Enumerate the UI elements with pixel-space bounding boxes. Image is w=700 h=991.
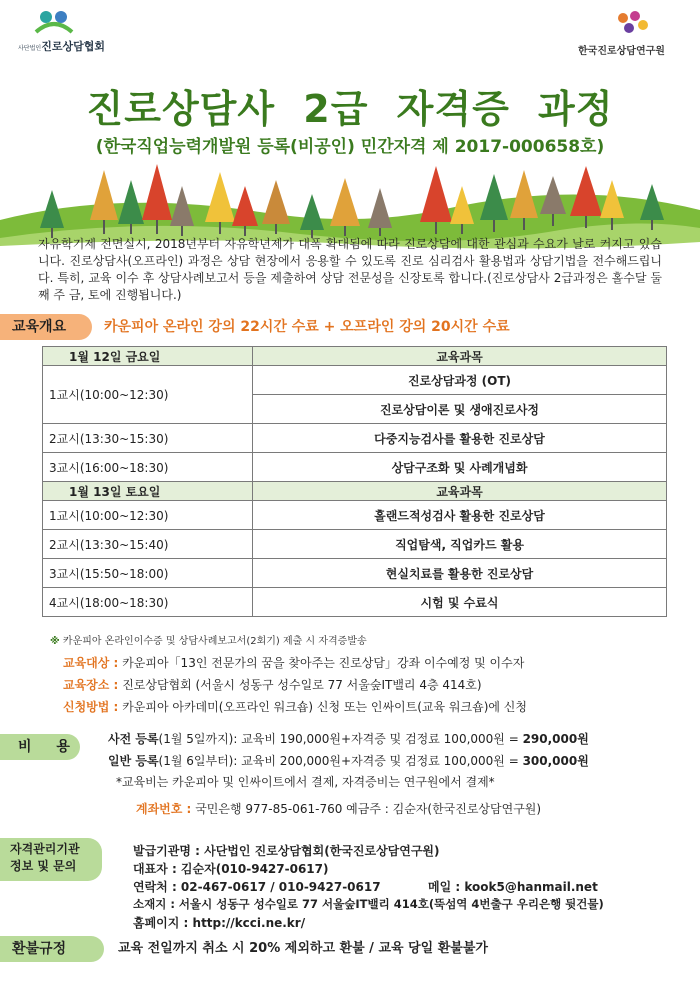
note-text: 카운피아 온라인이수증 및 상담사례보고서(2회기) 제출 시 자격증발송 — [62, 636, 367, 647]
institute-logo-icon — [613, 8, 653, 38]
table-header-row — [43, 482, 667, 501]
table-row — [43, 530, 667, 559]
education-headline: 카운피아 온라인 강의 22시간 수료 + 오프라인 강의 20시간 수료 — [104, 319, 510, 335]
table-header-row — [43, 347, 667, 366]
day2-header: 1월 13일 토요일 — [43, 482, 253, 501]
session-subject: 홀랜드적성검사 활용한 진로상담 — [253, 501, 667, 530]
apply-label: 신청방법 : — [63, 700, 119, 714]
contact-text: 연락처 : 02-467-0617 / 010-9427-0617 — [133, 880, 381, 894]
homepage-link[interactable]: 홈페이지 : http://kcci.ne.kr/ — [133, 916, 306, 930]
note-mark: ※ — [50, 636, 60, 647]
session-time: 2교시(13:30~15:30) — [43, 424, 253, 453]
page-title: 진로상담사 2급 자격증 과정 — [86, 87, 614, 131]
place-row — [63, 676, 482, 693]
ceo-text: 대표자 : 김순자(010-9427-0617) — [133, 862, 329, 876]
session-subject: 현실치료를 활용한 진로상담 — [253, 559, 667, 588]
target-label: 교육대상 : — [63, 656, 119, 670]
session-time: 3교시(16:00~18:30) — [43, 453, 253, 482]
management-tag-line2: 정보 및 문의 — [10, 859, 77, 873]
session-time: 3교시(15:50~18:00) — [43, 559, 253, 588]
fee-early-detail: (1월 5일까지): 교육비 190,000원+자격증 및 검정료 100,000원 = — [158, 732, 523, 746]
fee-early-total: 290,000원 — [522, 732, 589, 746]
refund-text: 교육 전일까지 취소 시 20% 제외하고 환불 / 교육 당일 환불불가 — [118, 941, 488, 956]
logo-right-text: 한국진로상담연구원 — [578, 46, 665, 57]
session-subject: 직업탐색, 직업카드 활용 — [253, 530, 667, 559]
logo-left-prefix: 사단법인 — [18, 45, 42, 52]
session-time: 1교시(10:00~12:30) — [43, 501, 253, 530]
logo-right — [578, 8, 688, 60]
email-text: 메일 : kook5@hanmail.net — [428, 880, 598, 894]
day1-header: 1월 12일 금요일 — [43, 347, 253, 366]
management-tag-line1: 자격관리기관 — [10, 842, 80, 856]
fee-regular-row — [108, 752, 589, 769]
fee-regular-label: 일반 등록 — [108, 754, 159, 768]
page-subtitle: (한국직업능력개발원 등록(비공인) 민간자격 제 2017-000658호) — [95, 137, 605, 157]
session-subject: 진로상담과정 (OT) — [253, 366, 667, 395]
schedule-table — [42, 346, 667, 617]
target-text: 카운피아「13인 전문가의 꿈을 찾아주는 진로상담」강좌 이수예정 및 이수자 — [122, 656, 525, 670]
refund-tag: 환불규정 — [0, 936, 104, 962]
address-text: 소재지 : 서울시 성동구 성수일로 77 서울숲IT밸리 414호(뚝섬역 4번출구 우리은행 뒷건물) — [133, 897, 604, 911]
account-row — [136, 800, 541, 817]
session-subject: 진로상담이론 및 생애진로사정 — [253, 395, 667, 424]
table-row — [43, 559, 667, 588]
table-row — [43, 453, 667, 482]
target-row — [63, 654, 524, 671]
education-tag: 교육개요 — [0, 314, 92, 340]
subject-header: 교육과목 — [253, 482, 667, 501]
subject-header: 교육과목 — [253, 347, 667, 366]
fee-early-label: 사전 등록 — [108, 732, 159, 746]
fee-regular-total: 300,000원 — [522, 754, 589, 768]
intro-paragraph: 자유학기제 전면실시, 2018년부터 자유학년제가 대폭 확대됨에 따라 진로상담에 대한 관심과 수요가 날로 커지고 있습니다. 진로상담사(오프라인) 과정은 상담 현장에서 응용할 수 있도록 진로 심리검사 활용법과 상담기법을 전수해드립니다. 특히, 교육 이수 후 상담사례보고서 등을 제출하여 상담 전문성을 신장토록 합니다.(진로상담사 2급과정은 홀수달 둘째 주 금, 토에 진행됩니다.) — [38, 237, 662, 302]
session-subject: 시험 및 수료식 — [253, 588, 667, 617]
fee-early-row — [108, 730, 589, 747]
apply-row — [63, 698, 527, 715]
account-text: 국민은행 977-85-061-760 예금주 : 김순자(한국진로상담연구원) — [195, 802, 542, 816]
session-time: 1교시(10:00~12:30) — [43, 366, 253, 424]
place-label: 교육장소 : — [63, 678, 119, 692]
logo-left-label — [18, 38, 105, 54]
fee-tag: 비 용 — [0, 734, 80, 760]
table-row — [43, 501, 667, 530]
session-subject: 상담구조화 및 사례개념화 — [253, 453, 667, 482]
session-time: 2교시(13:30~15:40) — [43, 530, 253, 559]
issuer-text: 발급기관명 : 사단법인 진로상담협회(한국진로상담연구원) — [133, 844, 440, 858]
table-row — [43, 366, 667, 395]
logo-left-text: 진로상담협회 — [41, 40, 105, 53]
apply-text: 카운피아 아카데미(오프라인 워크숍) 신청 또는 인싸이트(교육 워크숍)에 신청 — [122, 700, 527, 714]
fee-note: *교육비는 카운피아 및 인싸이트에서 결제, 자격증비는 연구원에서 결제* — [116, 775, 495, 789]
logo-left — [18, 8, 108, 58]
session-time: 4교시(18:00~18:30) — [43, 588, 253, 617]
header-banner — [0, 0, 700, 260]
table-row — [43, 424, 667, 453]
place-text: 진로상담협회 (서울시 성동구 성수일로 77 서울숲IT밸리 4층 414호) — [122, 678, 482, 692]
association-logo-icon — [34, 8, 74, 34]
table-row — [43, 588, 667, 617]
certificate-note — [50, 632, 367, 647]
fee-regular-detail: (1월 6일부터): 교육비 200,000원+자격증 및 검정료 100,000원 = — [158, 754, 523, 768]
management-tag — [0, 838, 102, 881]
account-label: 계좌번호 : — [136, 802, 192, 816]
session-subject: 다중지능검사를 활용한 진로상담 — [253, 424, 667, 453]
